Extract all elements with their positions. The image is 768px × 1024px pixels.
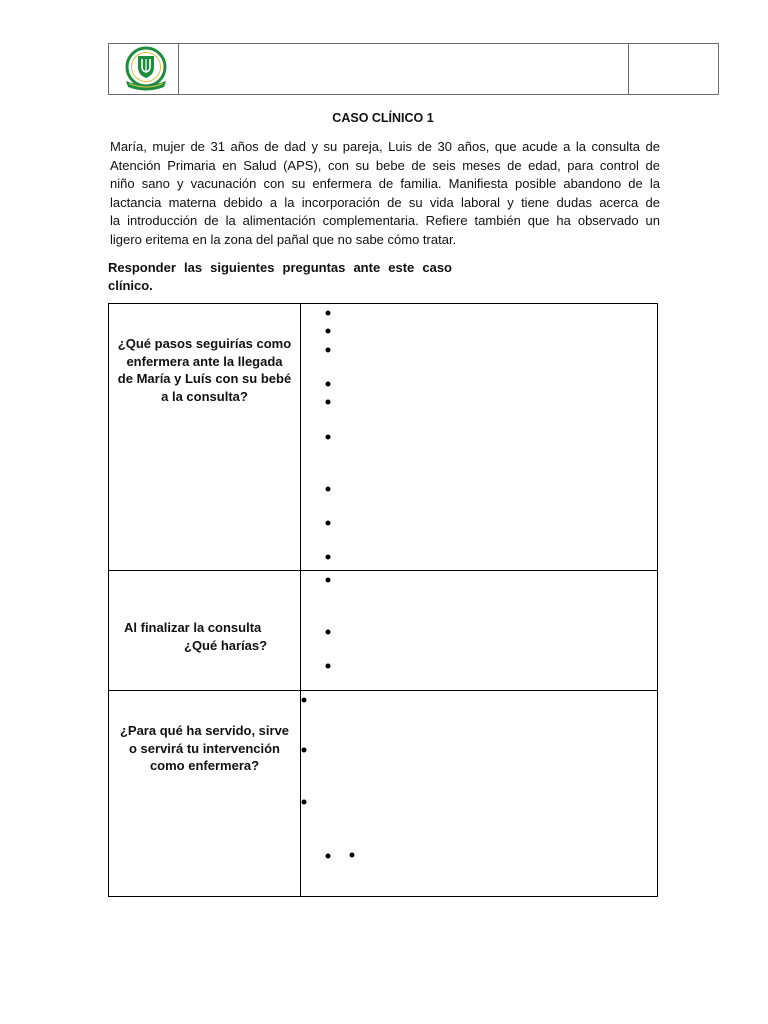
question-line: a la consulta? (161, 388, 248, 404)
instructions (108, 259, 452, 294)
bullet-point (326, 329, 331, 334)
bullet-point (326, 630, 331, 635)
bullet-point (326, 382, 331, 387)
question-line: Al finalizar la consulta (124, 620, 262, 635)
question-line: ¿Para qué ha servido, sirve (119, 723, 290, 738)
case-paragraph (110, 138, 660, 250)
answer-cell-2 (301, 571, 657, 690)
bullet-point (326, 854, 331, 859)
header-logo-cell (109, 44, 178, 94)
question-cell-3 (109, 691, 300, 896)
question-text-3 (109, 722, 300, 775)
bullet-point (326, 435, 331, 440)
bullet-point (326, 487, 331, 492)
header-right-cell (629, 44, 718, 94)
bullet-point (350, 853, 355, 858)
bullet-point (302, 800, 307, 805)
question-text-2 (109, 619, 300, 654)
question-line: como enfermera? (149, 758, 260, 773)
page-title: CASO CLÍNICO 1 (332, 111, 434, 125)
bullet-point (326, 311, 331, 316)
answer-cell-1 (301, 304, 657, 570)
header-table (108, 43, 719, 95)
question-line: de María y Luís con su bebé (117, 371, 292, 386)
answer-cell-3 (301, 691, 657, 896)
question-line: o servirá tu intervención (129, 740, 280, 756)
paragraph-line: la introducción de la alimentación complementaria. Refiere también que ha observado un (110, 213, 660, 229)
question-cell-1 (109, 304, 300, 570)
bullet-point (326, 555, 331, 560)
bullet-point (326, 521, 331, 526)
instructions-line: clínico. (108, 277, 153, 293)
question-line: ¿Qué pasos seguirías como (117, 336, 292, 351)
paragraph-line: lactancia materna debido a la incorporación de su vida laboral y tiene dudas acerca de (110, 194, 660, 210)
question-text-1 (109, 335, 300, 405)
bullet-point (326, 578, 331, 583)
question-line: enfermera ante la llegada (126, 353, 283, 369)
instructions-line: Responder las siguientes preguntas ante este caso (108, 260, 452, 275)
question-cell-2 (109, 571, 300, 690)
bullet-point (326, 664, 331, 669)
bullet-point (302, 748, 307, 753)
paragraph-line: María, mujer de 31 años de dad y su pareja, Luis de 30 años, que acude a la consulta de (110, 139, 660, 154)
paragraph-line: ligero eritema en la zona del pañal que no sabe cómo tratar. (110, 231, 457, 247)
bullet-point (326, 348, 331, 353)
bullet-point (326, 400, 331, 405)
questions-table (108, 303, 658, 897)
university-seal-icon (123, 45, 169, 93)
paragraph-line: niño sano y vacunación con su enfermera de familia. Manifiesta posible abandono de la (110, 176, 660, 192)
bullet-point (302, 698, 307, 703)
paragraph-line: Atención Primaria en Salud (APS), con su bebe de seis meses de edad, para control de (110, 157, 660, 173)
question-line: ¿Qué harías? (184, 637, 268, 653)
header-center-cell (179, 44, 628, 94)
